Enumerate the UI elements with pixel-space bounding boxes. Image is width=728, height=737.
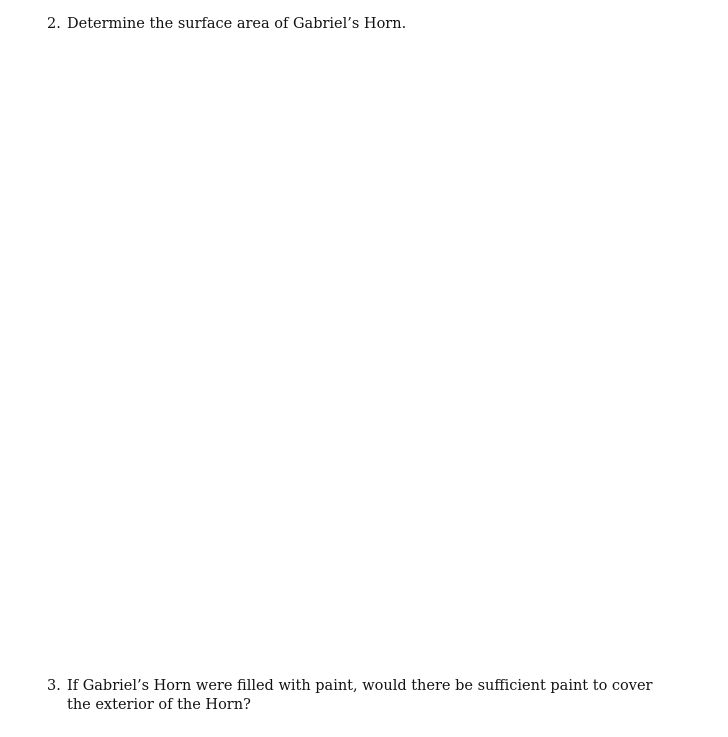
problem-3-number: 3. [47,678,61,694]
problem-2-text: Determine the surface area of Gabriel’s Horn. [67,16,407,32]
answer-work-space [47,45,677,665]
problem-2 [47,15,677,34]
problem-3-text: If Gabriel’s Horn were filled with paint, would there be sufficient paint to cover the exterior of the Horn? [67,678,653,713]
problem-2-number: 2. [47,16,61,32]
problem-3 [47,677,677,715]
